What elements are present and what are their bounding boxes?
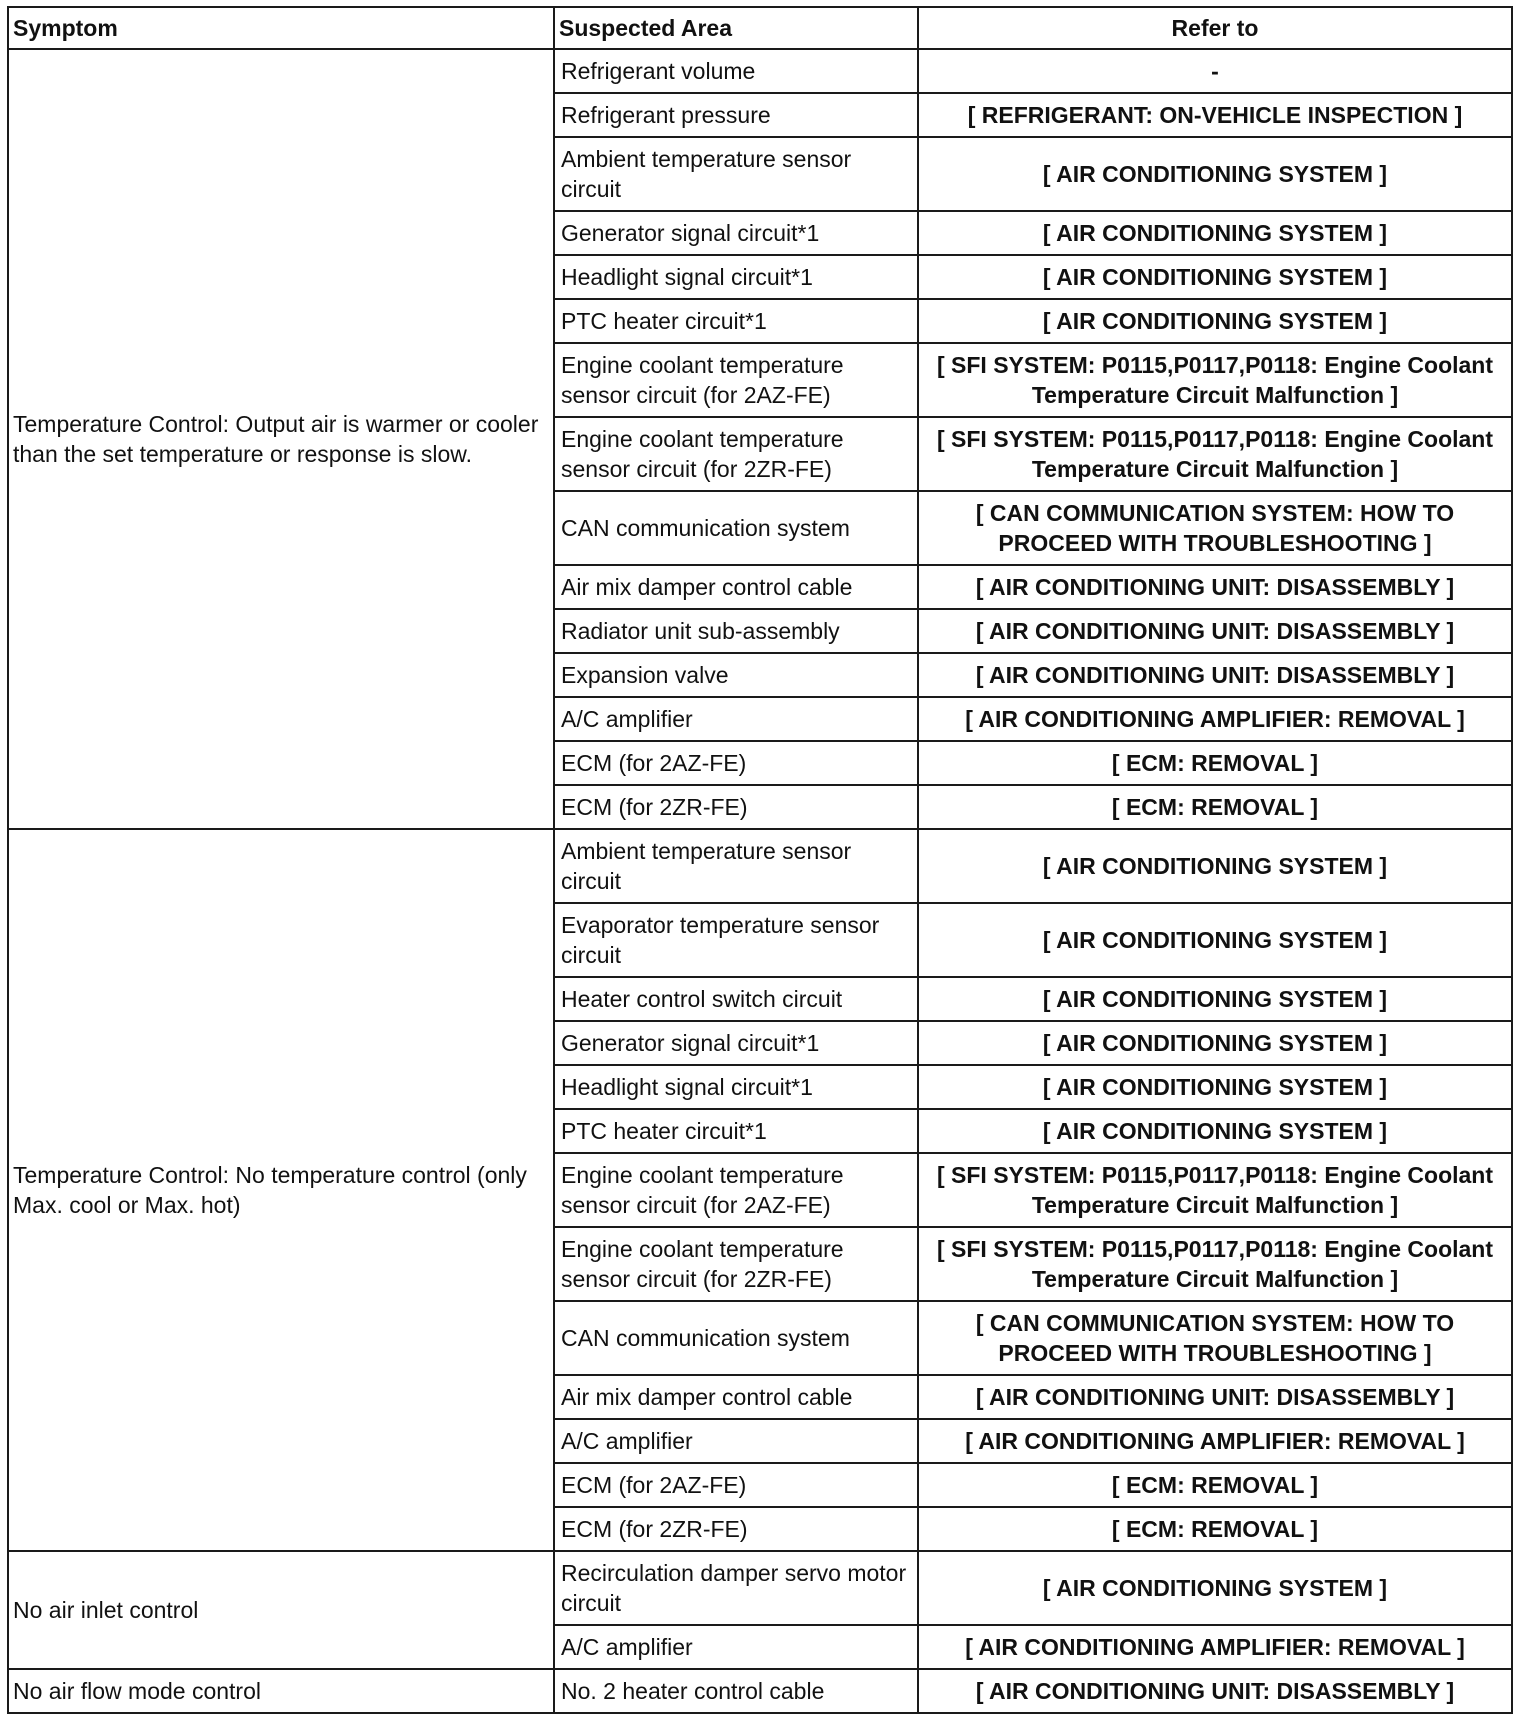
refer-to-cell: [ AIR CONDITIONING UNIT: DISASSEMBLY ] <box>918 1375 1512 1419</box>
refer-to-cell: [ SFI SYSTEM: P0115,P0117,P0118: Engine Coolant Temperature Circuit Malfunction ] <box>918 1227 1512 1301</box>
refer-to-cell: [ AIR CONDITIONING UNIT: DISASSEMBLY ] <box>918 565 1512 609</box>
suspected-area-cell: A/C amplifier <box>554 1419 918 1463</box>
suspected-area-cell: PTC heater circuit*1 <box>554 1109 918 1153</box>
refer-to-cell: [ AIR CONDITIONING SYSTEM ] <box>918 255 1512 299</box>
refer-to-cell: [ SFI SYSTEM: P0115,P0117,P0118: Engine Coolant Temperature Circuit Malfunction ] <box>918 417 1512 491</box>
suspected-area-cell: Generator signal circuit*1 <box>554 1021 918 1065</box>
refer-to-cell: [ AIR CONDITIONING SYSTEM ] <box>918 137 1512 211</box>
suspected-area-cell: Engine coolant temperature sensor circuit (for 2ZR-FE) <box>554 417 918 491</box>
refer-to-cell: [ ECM: REMOVAL ] <box>918 741 1512 785</box>
refer-to-cell: [ REFRIGERANT: ON-VEHICLE INSPECTION ] <box>918 93 1512 137</box>
suspected-area-cell: ECM (for 2AZ-FE) <box>554 741 918 785</box>
refer-to-cell: [ AIR CONDITIONING SYSTEM ] <box>918 977 1512 1021</box>
suspected-area-cell: Engine coolant temperature sensor circuit (for 2ZR-FE) <box>554 1227 918 1301</box>
refer-to-cell: [ AIR CONDITIONING UNIT: DISASSEMBLY ] <box>918 653 1512 697</box>
refer-to-cell: [ AIR CONDITIONING AMPLIFIER: REMOVAL ] <box>918 697 1512 741</box>
suspected-area-cell: PTC heater circuit*1 <box>554 299 918 343</box>
refer-to-cell: [ AIR CONDITIONING SYSTEM ] <box>918 299 1512 343</box>
refer-to-cell: [ CAN COMMUNICATION SYSTEM: HOW TO PROCEED WITH TROUBLESHOOTING ] <box>918 491 1512 565</box>
refer-to-cell: [ AIR CONDITIONING SYSTEM ] <box>918 1551 1512 1625</box>
refer-to-cell: [ ECM: REMOVAL ] <box>918 1507 1512 1551</box>
suspected-area-cell: ECM (for 2ZR-FE) <box>554 785 918 829</box>
suspected-area-cell: Expansion valve <box>554 653 918 697</box>
suspected-area-cell: Ambient temperature sensor circuit <box>554 829 918 903</box>
suspected-area-cell: Generator signal circuit*1 <box>554 211 918 255</box>
symptom-header: Symptom <box>8 7 554 49</box>
suspected-area-cell: Engine coolant temperature sensor circuit (for 2AZ-FE) <box>554 1153 918 1227</box>
symptom-cell: No air inlet control <box>8 1551 554 1669</box>
refer-to-cell: [ SFI SYSTEM: P0115,P0117,P0118: Engine Coolant Temperature Circuit Malfunction ] <box>918 1153 1512 1227</box>
suspected-area-cell: Heater control switch circuit <box>554 977 918 1021</box>
suspected-area-cell: Headlight signal circuit*1 <box>554 255 918 299</box>
troubleshooting-table <box>7 6 1513 1714</box>
refer-to-cell: - <box>918 49 1512 93</box>
refer-to-cell: [ AIR CONDITIONING AMPLIFIER: REMOVAL ] <box>918 1419 1512 1463</box>
suspected-area-cell: No. 2 heater control cable <box>554 1669 918 1713</box>
table-row <box>8 829 1512 903</box>
suspected-area-cell: Ambient temperature sensor circuit <box>554 137 918 211</box>
header-row <box>8 7 1512 49</box>
symptom-cell: Temperature Control: Output air is warmer or cooler than the set temperature or response is slow. <box>8 49 554 829</box>
refer-to-cell: [ ECM: REMOVAL ] <box>918 1463 1512 1507</box>
suspected-area-cell: ECM (for 2AZ-FE) <box>554 1463 918 1507</box>
refer-to-cell: [ AIR CONDITIONING AMPLIFIER: REMOVAL ] <box>918 1625 1512 1669</box>
refer-to-cell: [ AIR CONDITIONING SYSTEM ] <box>918 211 1512 255</box>
suspected-area-cell: CAN communication system <box>554 1301 918 1375</box>
table-row <box>8 1551 1512 1625</box>
refer-to-cell: [ AIR CONDITIONING SYSTEM ] <box>918 829 1512 903</box>
suspected-area-cell: Engine coolant temperature sensor circuit (for 2AZ-FE) <box>554 343 918 417</box>
symptom-cell: Temperature Control: No temperature control (only Max. cool or Max. hot) <box>8 829 554 1551</box>
suspected-area-header: Suspected Area <box>554 7 918 49</box>
symptom-cell: No air flow mode control <box>8 1669 554 1713</box>
suspected-area-cell: Evaporator temperature sensor circuit <box>554 903 918 977</box>
refer-to-cell: [ AIR CONDITIONING UNIT: DISASSEMBLY ] <box>918 609 1512 653</box>
suspected-area-cell: Radiator unit sub-assembly <box>554 609 918 653</box>
refer-to-cell: [ AIR CONDITIONING SYSTEM ] <box>918 1109 1512 1153</box>
suspected-area-cell: Headlight signal circuit*1 <box>554 1065 918 1109</box>
suspected-area-cell: Air mix damper control cable <box>554 565 918 609</box>
suspected-area-cell: A/C amplifier <box>554 1625 918 1669</box>
refer-to-cell: [ AIR CONDITIONING SYSTEM ] <box>918 903 1512 977</box>
refer-to-header: Refer to <box>918 7 1512 49</box>
refer-to-cell: [ ECM: REMOVAL ] <box>918 785 1512 829</box>
refer-to-cell: [ AIR CONDITIONING SYSTEM ] <box>918 1065 1512 1109</box>
suspected-area-cell: Refrigerant volume <box>554 49 918 93</box>
suspected-area-cell: ECM (for 2ZR-FE) <box>554 1507 918 1551</box>
suspected-area-cell: A/C amplifier <box>554 697 918 741</box>
table-row <box>8 49 1512 93</box>
refer-to-cell: [ AIR CONDITIONING SYSTEM ] <box>918 1021 1512 1065</box>
refer-to-cell: [ AIR CONDITIONING UNIT: DISASSEMBLY ] <box>918 1669 1512 1713</box>
refer-to-cell: [ CAN COMMUNICATION SYSTEM: HOW TO PROCEED WITH TROUBLESHOOTING ] <box>918 1301 1512 1375</box>
suspected-area-cell: CAN communication system <box>554 491 918 565</box>
suspected-area-cell: Refrigerant pressure <box>554 93 918 137</box>
refer-to-cell: [ SFI SYSTEM: P0115,P0117,P0118: Engine Coolant Temperature Circuit Malfunction ] <box>918 343 1512 417</box>
suspected-area-cell: Air mix damper control cable <box>554 1375 918 1419</box>
suspected-area-cell: Recirculation damper servo motor circuit <box>554 1551 918 1625</box>
table-row <box>8 1669 1512 1713</box>
